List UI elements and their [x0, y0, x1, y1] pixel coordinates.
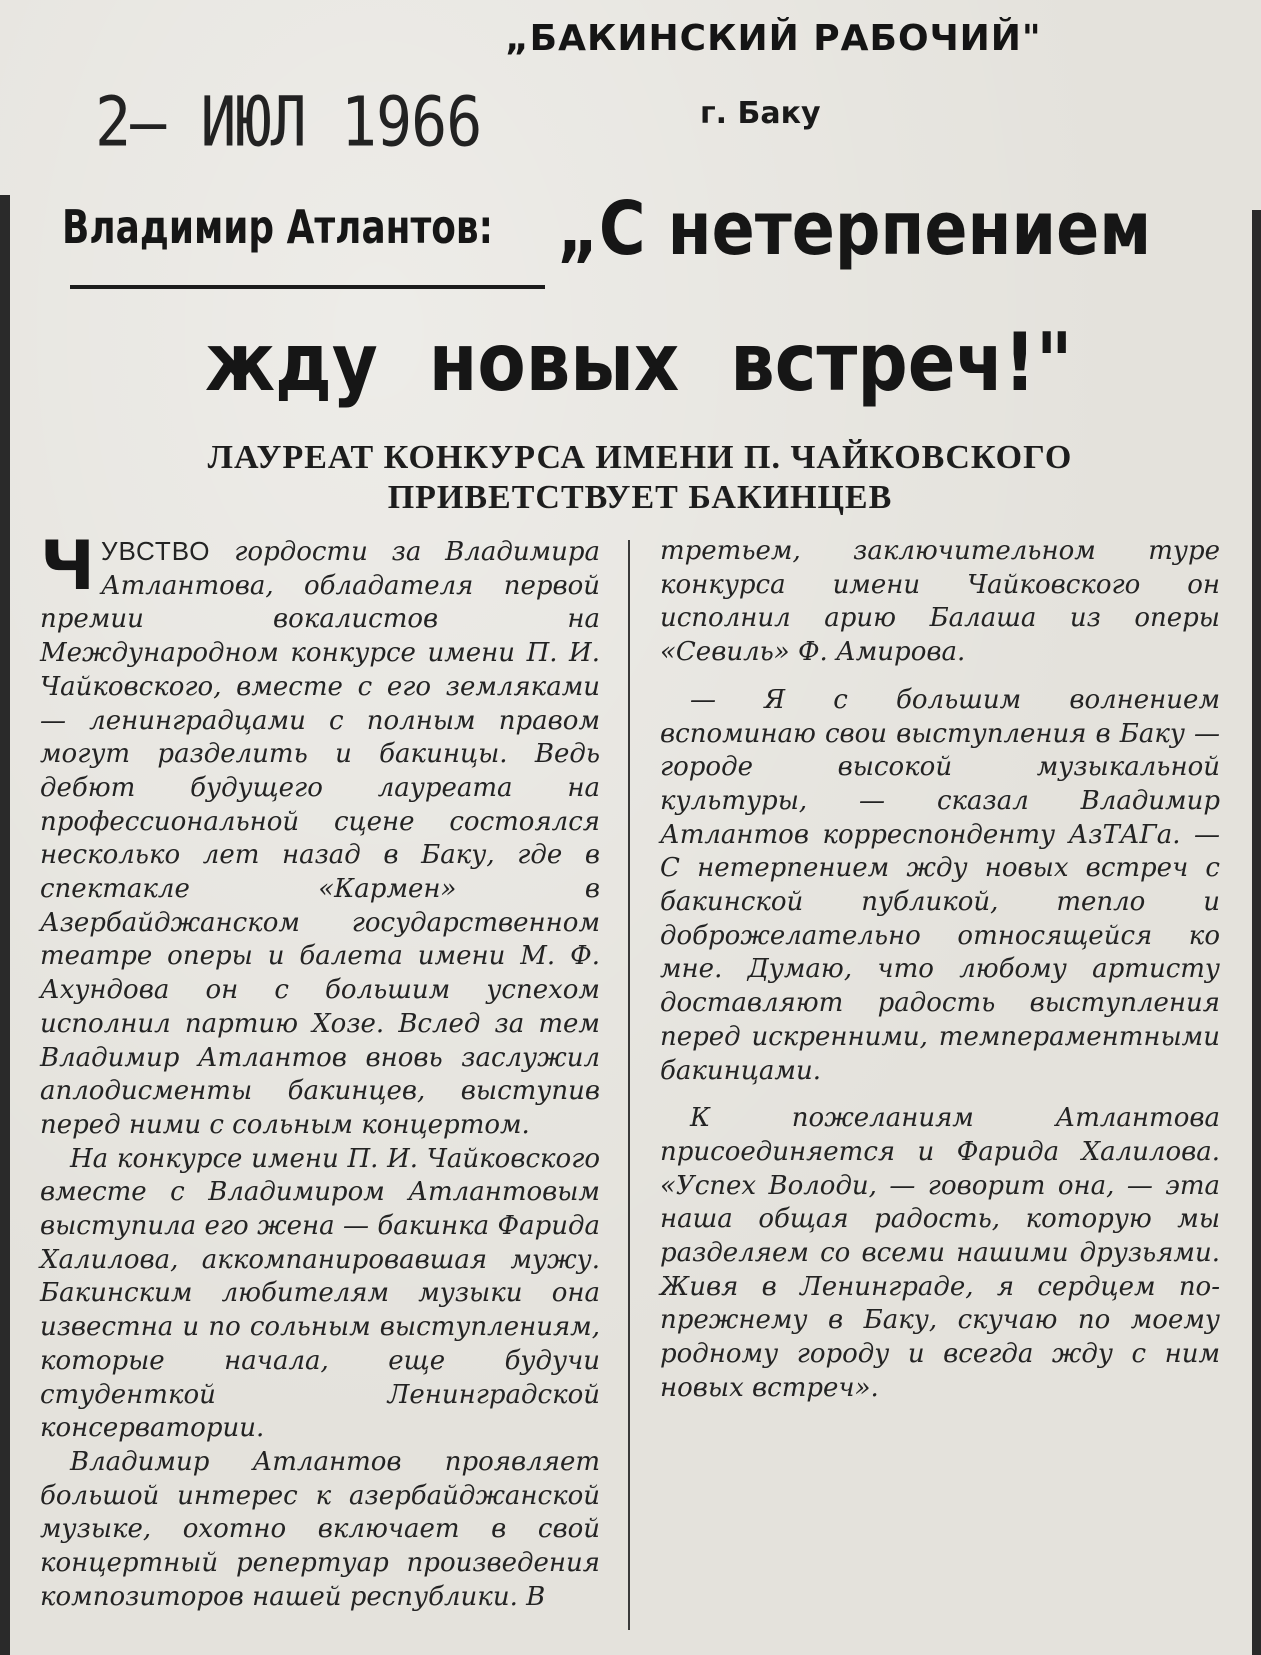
article-column-right [660, 535, 1220, 1406]
article-paragraph-4: — Я с большим волнением вспоминаю свои выступления в Баку — городе высокой музыкальной культуры, — сказал Владимир Атлантов корреспонденту АзТАГа. — С нетерпением жду новых встреч с бакинской публикой, тепло и доброжелательно относящейся ко мне. Думаю, что любому артисту доставляют радость выступления перед искренними, темпераментными бакинцами. [660, 684, 1220, 1086]
left-border-shadow [0, 195, 10, 1655]
drop-cap: Ч [40, 527, 95, 606]
headline-quote-part-2: жду новых встреч!" [205, 316, 1073, 409]
right-border-shadow [1252, 210, 1261, 1655]
first-word: УВСТВО [100, 536, 211, 566]
date-stamp: 2— ИЮЛ 1966 [95, 82, 482, 163]
subheading-line-1: ЛАУРЕАТ КОНКУРСА ИМЕНИ П. ЧАЙКОВСКОГО [207, 439, 1073, 476]
article-paragraph-3: Владимир Атлантов проявляет большой интерес к азербайджанской музыке, охотно включает в свой концертный репертуар произведения композиторов нашей республики. В [40, 1446, 600, 1612]
article-paragraph-5: К пожеланиям Атлантова присоединяется и Фарида Халилова. «Успех Володи, — говорит она, — эта наша общая радость, которую мы разделяем со всеми нашими друзьями. Живя в Ленинграде, я сердцем по-прежнему в Баку, скучаю по моему родному городу и всегда жду с ним новых встреч». [660, 1103, 1220, 1403]
column-divider [628, 540, 630, 1630]
article-column-left [40, 527, 601, 1615]
headline-line-1 [62, 186, 1212, 272]
subheading [130, 438, 1150, 518]
headline-quote-part-1: „С нетерпением [557, 186, 1152, 272]
article-paragraph-2: На конкурсе имени П. И. Чайковского вместе с Владимиром Атлантовым выступила его жена — бакинка Фарида Халилова, аккомпанировавшая мужу. Бакинским любителям музыки она известна и по сольным выступлениям, которые начала, еще будучи студенткой Ленинградской консерватории. [40, 1143, 600, 1444]
paragraph-1-text: гордости за Владимира Атлантова, обладателя первой премии вокалистов на Международном конкурсе имени П. И. Чайковского, вместе с его земляками — ленинградцами с полным правом могут разделить и бакинцы. Ведь дебют будущего лауреата на профессиональной сцене состоялся несколько лет назад в Баку, где в спектакле «Кармен» в Азербайджанском государственном театре оперы и балета имени М. Ф. Ахундова он с большим успехом исполнил партию Хозе. Вслед за тем Владимир Атлантов вновь заслужил аплодисменты бакинцев, выступив перед ними с сольным концертом. [40, 537, 601, 1140]
subheading-line-2: ПРИВЕТСТВУЕТ БАКИНЦЕВ [387, 479, 893, 516]
article-paragraph-3-continued: третьем, заключительном туре конкурса имени Чайковского он исполнил арию Балаша из оперы «Севиль» Ф. Амирова. [660, 536, 1220, 668]
headline-author: Владимир Атлантов: [62, 200, 493, 254]
newspaper-masthead: „БАКИНСКИЙ РАБОЧИЙ" [505, 18, 1042, 59]
article-paragraph-1 [40, 527, 601, 1143]
author-underline [70, 285, 545, 289]
city-label: г. Баку [700, 96, 821, 131]
